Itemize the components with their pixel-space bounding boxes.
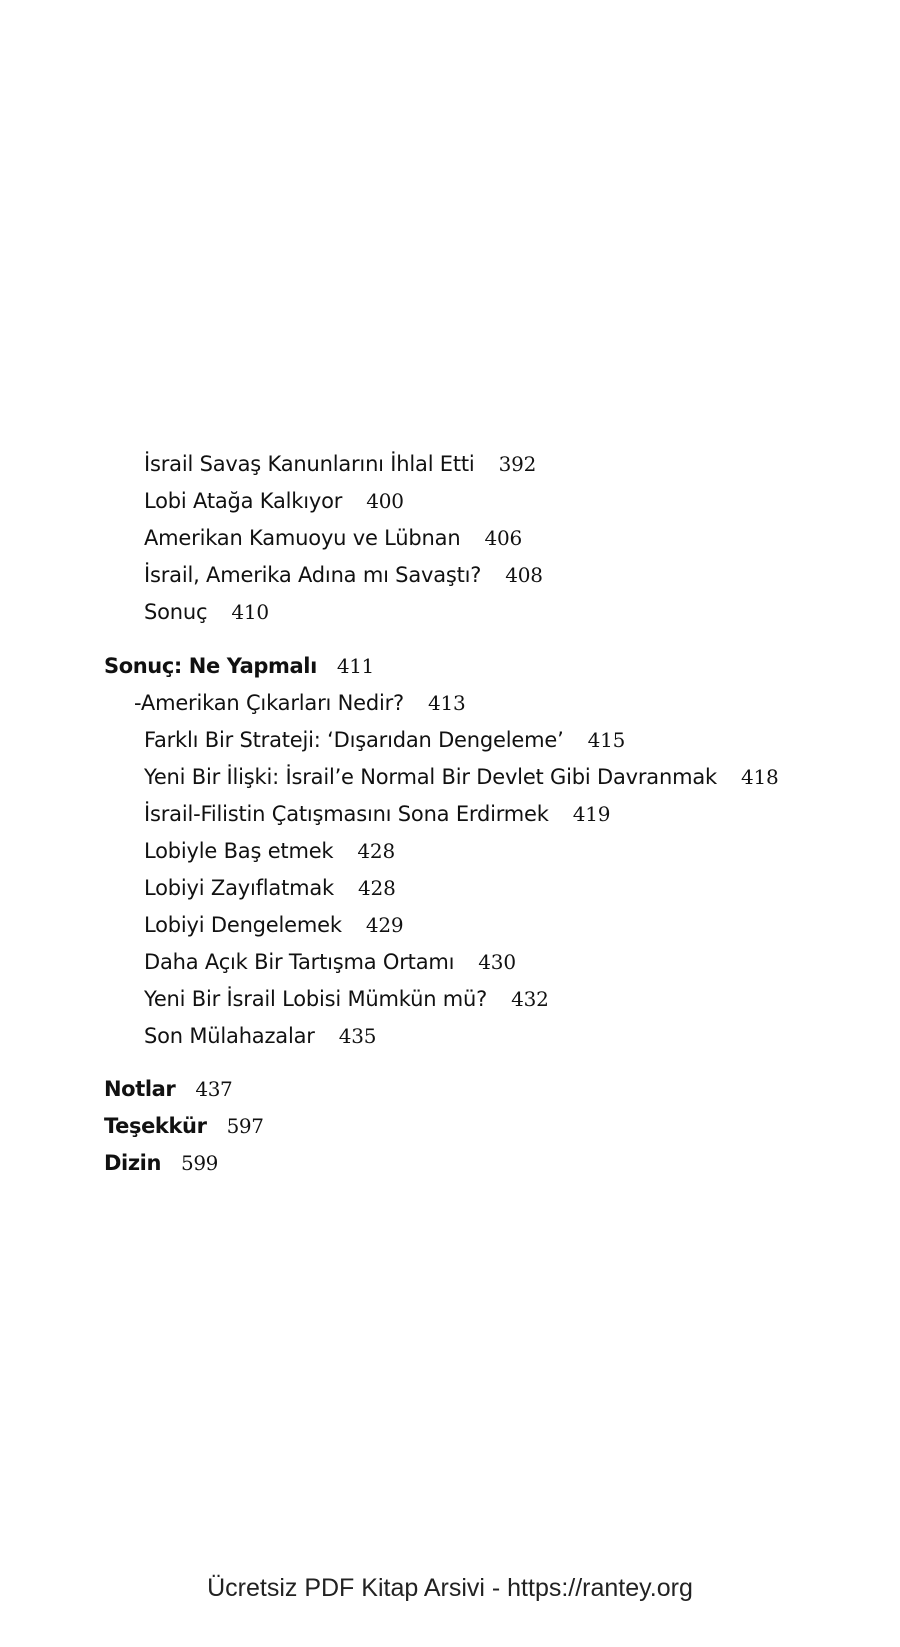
- toc-entry: [144, 874, 396, 902]
- page-footer: Ücretsiz PDF Kitap Arsivi - https://rantey.org: [207, 1574, 693, 1602]
- toc-entry-page: 406: [484, 526, 523, 550]
- toc-chapter: [104, 652, 374, 680]
- toc-entry-title: Yeni Bir İsrail Lobisi Mümkün mü?: [144, 987, 488, 1011]
- toc-entry: [144, 800, 610, 828]
- toc-entry-title: Lobiyi Zayıflatmak: [144, 876, 335, 900]
- toc-backmatter-entry: [104, 1149, 218, 1177]
- toc-entry-title: İsrail, Amerika Adına mı Savaştı?: [144, 563, 482, 587]
- toc-entry-title: Lobi Atağa Kalkıyor: [144, 489, 343, 513]
- toc-entry-title: İsrail Savaş Kanunlarını İhlal Etti: [144, 452, 475, 476]
- toc-entry-page: 429: [365, 913, 404, 937]
- toc-entry-title: Lobiyi Dengelemek: [144, 913, 342, 937]
- toc-entry-title: Daha Açık Bir Tartışma Ortamı: [144, 950, 455, 974]
- toc-entry-title: Teşekkür: [104, 1114, 207, 1138]
- toc-entry-title: Lobiyle Baş etmek: [144, 839, 334, 863]
- toc-entry: [144, 561, 543, 589]
- toc-entry: [134, 689, 466, 717]
- toc-entry-title: ‐Amerikan Çıkarları Nedir?: [134, 691, 404, 715]
- toc-entry: [144, 487, 404, 515]
- toc-entry-title: Dizin: [104, 1151, 162, 1175]
- toc-entry: [144, 726, 625, 754]
- toc-entry: [144, 524, 522, 552]
- toc-entry-page: 418: [740, 765, 779, 789]
- toc-entry-page: 415: [587, 728, 626, 752]
- toc-entry: [144, 911, 403, 939]
- toc-entry-title: Notlar: [104, 1077, 176, 1101]
- toc-entry: [144, 1022, 376, 1050]
- toc-entry: [144, 763, 779, 791]
- toc-entry-title: Yeni Bir İlişki: İsrail’e Normal Bir Devlet Gibi Davranmak: [144, 765, 717, 789]
- toc-entry-page: 419: [572, 802, 611, 826]
- toc-chapter-title: Sonuç: Ne Yapmalı: [104, 654, 317, 678]
- toc-entry-page: 430: [478, 950, 516, 974]
- toc-entry-page: 413: [427, 691, 466, 715]
- toc-entry-page: 597: [226, 1114, 264, 1138]
- toc-entry-page: 410: [231, 600, 269, 624]
- toc-entry-page: 400: [366, 489, 404, 513]
- toc-entry: [144, 837, 395, 865]
- toc-entry-page: 392: [498, 452, 537, 476]
- toc-entry-page: 599: [181, 1151, 218, 1175]
- toc-entry-page: 428: [357, 839, 395, 863]
- toc-entry: [144, 948, 516, 976]
- toc-entry-title: Son Mülahazalar: [144, 1024, 315, 1048]
- toc-entry-page: 432: [511, 987, 549, 1011]
- toc-entry: [144, 598, 269, 626]
- toc-entry-title: Sonuç: [144, 600, 208, 624]
- toc-backmatter-entry: [104, 1075, 232, 1103]
- toc-chapter-page: 411: [336, 654, 374, 678]
- toc-entry-page: 435: [338, 1024, 377, 1048]
- toc-entry-title: Farklı Bir Strateji: ‘Dışarıdan Dengeleme’: [144, 728, 564, 752]
- toc-entry: [144, 985, 549, 1013]
- toc-entry: [144, 450, 536, 478]
- toc-backmatter-entry: [104, 1112, 264, 1140]
- toc-entry-title: İsrail-Filistin Çatışmasını Sona Erdirmek: [144, 802, 549, 826]
- toc-entry-page: 408: [505, 563, 543, 587]
- toc-entry-page: 428: [358, 876, 396, 900]
- toc-entry-page: 437: [195, 1077, 233, 1101]
- toc-entry-title: Amerikan Kamuoyu ve Lübnan: [144, 526, 461, 550]
